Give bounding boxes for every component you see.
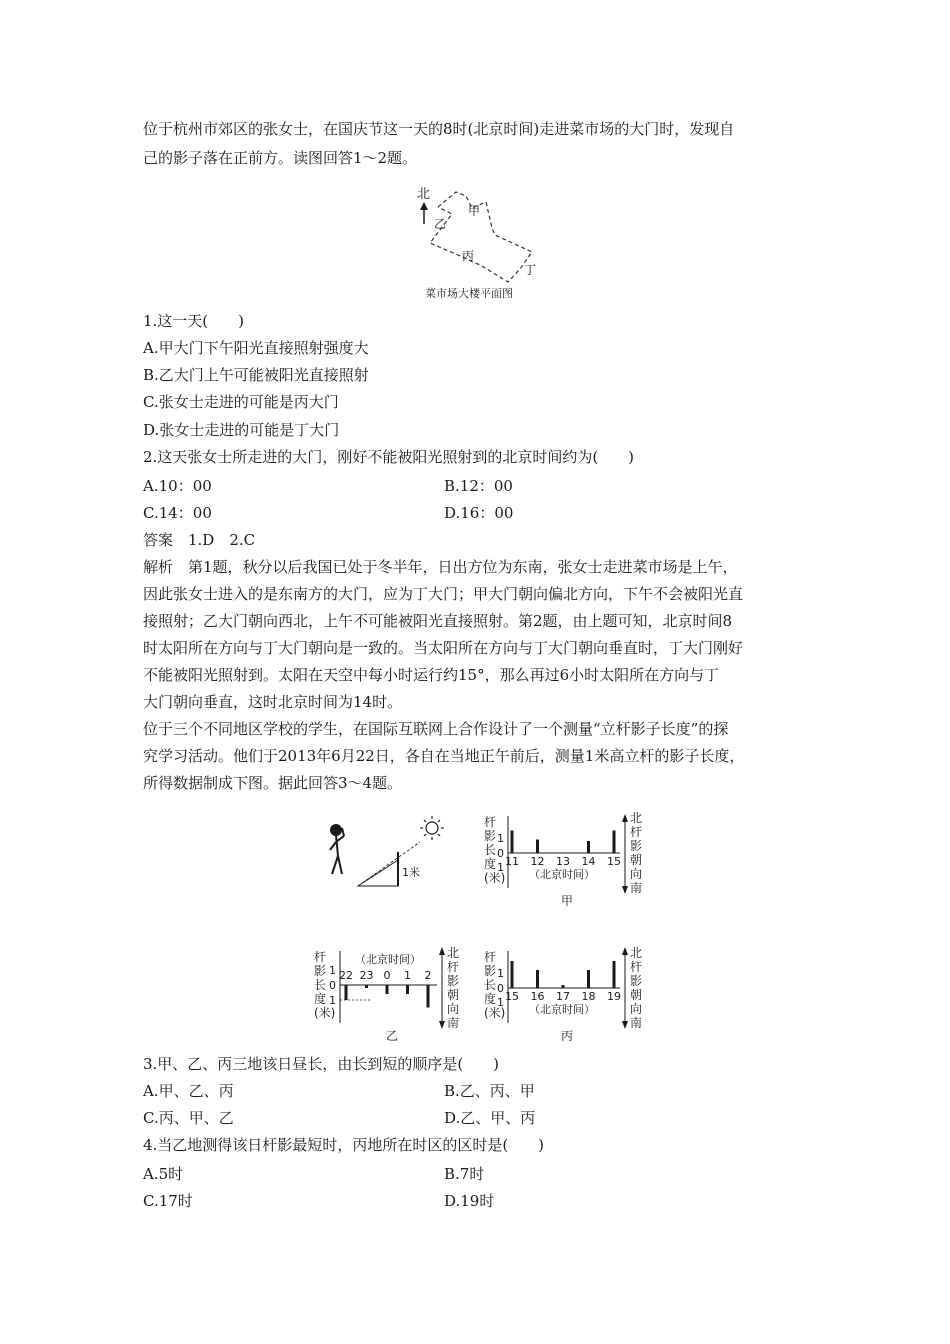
bing-y-label-char: (米)	[484, 1006, 506, 1020]
intro-line-2: 己的影子落在正前方。读图回答1～2题。	[143, 149, 418, 167]
north-arrowhead-icon	[420, 202, 428, 210]
q2-stem: 2.这天张女士所走进的大门，刚好不能被阳光照射到的北京时间约为( )	[143, 448, 635, 466]
jia-tick-1: 1	[497, 832, 504, 845]
bing-direction-char: 向	[630, 1002, 643, 1016]
sun-icon	[420, 816, 444, 840]
q4-option-a: A.5时	[143, 1165, 184, 1183]
jia-direction-char: 向	[630, 867, 643, 881]
bing-y-label-char: 杆	[484, 950, 497, 964]
analysis-line-6: 大门朝向垂直，这时北京时间为14时。	[143, 693, 403, 711]
chart-jia	[480, 808, 655, 913]
jia-tick-neg1: 1	[497, 861, 504, 874]
q1-stem: 1.这一天( )	[143, 312, 245, 330]
q4-stem: 4.当乙地测得该日杆影最短时，丙地所在时区的区时是( )	[143, 1136, 545, 1154]
bing-time-label: 19	[607, 990, 621, 1003]
bing-direction-char: 南	[630, 1016, 643, 1030]
yi-direction-char: 杆	[447, 960, 460, 974]
jia-time-label: 11	[505, 855, 519, 868]
jia-y-label-char: 影	[484, 829, 497, 843]
q2-option-b: B.12：00	[444, 477, 513, 495]
yi-y-label-char: 长	[314, 978, 327, 992]
intro2-line-1: 位于三个不同地区学校的学生，在国际互联网上合作设计了一个测量“立杆影子长度”的探	[143, 720, 729, 738]
pole-height-label: 1米	[402, 866, 420, 879]
bing-time-label: 17	[556, 990, 570, 1003]
bing-time-label: 15	[505, 990, 519, 1003]
yi-tick-0: 0	[329, 979, 336, 992]
bing-up-arrow-icon	[622, 947, 628, 955]
floor-plan-caption: 菜市场大楼平面图	[425, 287, 513, 300]
bing-direction-char: 北	[630, 946, 643, 960]
analysis-line-5: 不能被阳光照射到。太阳在天空中每小时运行约15°，那么再过6小时太阳所在方向与丁	[143, 666, 720, 684]
yi-time-label: 2	[424, 969, 432, 982]
q1-option-c: C.张女士走进的可能是丙大门	[143, 393, 339, 411]
jia-time-label: 14	[581, 855, 596, 868]
q3-option-a: A.甲、乙、丙	[143, 1082, 234, 1100]
jia-bar	[613, 831, 616, 854]
jia-x-title: （北京时间）	[529, 868, 595, 881]
yi-chart-name: 乙	[385, 1029, 399, 1043]
q3-option-b: B.乙、丙、甲	[444, 1082, 535, 1100]
bing-direction-char: 杆	[630, 960, 643, 974]
bing-down-arrow-icon	[622, 1021, 628, 1029]
intro2-line-2: 究学习活动。他们于2013年6月22日，各自在当地正午前后，测量1米高立杆的影子长度，	[143, 747, 745, 765]
jia-tick-0: 0	[497, 847, 504, 860]
bing-time-label: 16	[530, 990, 545, 1003]
q4-option-d: D.19时	[444, 1192, 495, 1210]
yi-time-label: 0	[383, 969, 391, 982]
q3-option-d: D.乙、甲、丙	[444, 1109, 536, 1127]
bing-time-label: 18	[581, 990, 596, 1003]
yi-time-label: 1	[404, 969, 411, 982]
bing-tick-0: 0	[497, 982, 504, 995]
jia-time-label: 15	[607, 855, 621, 868]
bing-tick-neg1: 1	[497, 996, 504, 1009]
yi-tick-neg1: 1	[329, 994, 336, 1007]
jia-bar	[587, 841, 590, 853]
jia-direction-char: 南	[630, 881, 643, 895]
jia-y-label-char: 度	[484, 857, 497, 871]
yi-x-title: （北京时间）	[355, 953, 421, 966]
jia-direction-char: 朝	[630, 853, 643, 867]
q1-option-b: B.乙大门上午可能被阳光直接照射	[143, 366, 369, 384]
bing-bar	[511, 961, 514, 988]
jia-y-label-char: 杆	[484, 815, 497, 829]
q4-option-b: B.7时	[444, 1165, 485, 1183]
q3-option-c: C.丙、甲、乙	[143, 1109, 234, 1127]
yi-bar	[365, 985, 368, 988]
bing-chart-name: 丙	[560, 1029, 574, 1043]
bing-y-label-char: 长	[484, 978, 497, 992]
jia-right-label	[630, 811, 642, 895]
q2-option-d: D.16：00	[444, 504, 514, 522]
intro2-line-3: 所得数据制成下图。据此回答3～4题。	[143, 774, 403, 792]
q1-option-d: D.张女士走进的可能是丁大门	[143, 421, 340, 439]
yi-bar	[386, 985, 389, 994]
building-outline	[430, 192, 532, 282]
jia-direction-char: 北	[630, 811, 643, 825]
bing-direction-char: 影	[630, 974, 643, 988]
yi-tick-1: 1	[329, 964, 336, 977]
yi-time-label: 23	[359, 969, 374, 982]
q4-option-c: C.17时	[143, 1192, 193, 1210]
north-label: 北	[417, 187, 431, 202]
analysis-line-4: 时太阳所在方向与丁大门朝向是一致的。当太阳所在方向与丁大门朝向垂直时，丁大门刚好	[143, 639, 744, 657]
yi-direction-char: 影	[447, 974, 460, 988]
yi-up-arrow-icon	[439, 947, 445, 955]
answer-line: 答案 1.D 2.C	[143, 531, 256, 549]
bing-right-label	[630, 946, 642, 1030]
bing-x-title: （北京时间）	[529, 1003, 595, 1016]
yi-y-label-char: 影	[314, 964, 327, 978]
yi-direction-char: 向	[447, 1002, 460, 1016]
yi-right-label	[447, 946, 459, 1030]
yi-direction-char: 朝	[447, 988, 460, 1002]
q2-option-a: A.10：00	[143, 477, 212, 495]
analysis-line-3: 接照射；乙大门朝向西北，上午不可能被阳光直接照射。第2题，由上题可知，北京时间8	[143, 612, 733, 630]
bing-direction-char: 朝	[630, 988, 643, 1002]
jia-bar	[536, 840, 539, 854]
bing-bar	[536, 970, 539, 988]
yi-y-label-char: (米)	[314, 1006, 336, 1020]
bing-tick-1: 1	[497, 967, 504, 980]
intro-line-1: 位于杭州市郊区的张女士，在国庆节这一天的8时(北京时间)走进菜市场的大门时，发现自	[143, 120, 735, 138]
bing-y-label-char: 度	[484, 992, 497, 1006]
gate-jia-label: 甲	[468, 204, 481, 218]
jia-chart-name: 甲	[560, 894, 574, 908]
jia-up-arrow-icon	[622, 814, 628, 822]
bing-bar	[562, 985, 565, 988]
jia-y-label-char: 长	[484, 843, 497, 857]
jia-time-label: 13	[556, 855, 570, 868]
jia-direction-char: 杆	[630, 825, 643, 839]
yi-bar	[406, 985, 409, 994]
analysis-line-2: 因此张女士进入的是东南方的大门，应为丁大门；甲大门朝向偏北方向，下午不会被阳光直	[143, 585, 744, 603]
yi-y-label-char: 杆	[314, 950, 327, 964]
yi-direction-char: 北	[447, 946, 460, 960]
q3-stem: 3.甲、乙、丙三地该日昼长，由长到短的顺序是( )	[143, 1055, 500, 1073]
yi-direction-char: 南	[447, 1016, 460, 1030]
yi-time-label: 22	[339, 969, 353, 982]
sun-ray	[358, 842, 420, 886]
market-floor-plan	[400, 180, 560, 305]
jia-direction-char: 影	[630, 839, 643, 853]
gate-ding-label: 丁	[524, 263, 537, 277]
yi-bar	[427, 985, 430, 1008]
pole-shadow-illustration	[322, 812, 462, 892]
q1-option-a: A.甲大门下午阳光直接照射强度大	[143, 339, 369, 357]
chart-yi	[302, 943, 477, 1048]
gate-bing-label: 丙	[462, 249, 475, 263]
jia-down-arrow-icon	[622, 886, 628, 894]
q2-option-c: C.14：00	[143, 504, 212, 522]
yi-bar	[345, 985, 348, 1000]
chart-bing	[480, 943, 655, 1048]
person-icon	[330, 825, 344, 874]
analysis-line-1: 解析 第1题，秋分以后我国已处于冬半年，日出方位为东南，张女士走进菜市场是上午，	[143, 558, 738, 576]
jia-bar	[511, 831, 514, 854]
bing-bar	[613, 961, 616, 988]
yi-down-arrow-icon	[439, 1021, 445, 1029]
yi-y-label-char: 度	[314, 992, 327, 1006]
jia-time-label: 12	[530, 855, 545, 868]
bing-y-label-char: 影	[484, 964, 497, 978]
gate-yi-label: 乙	[434, 217, 447, 231]
bing-bar	[587, 970, 590, 988]
jia-y-label-char: (米)	[484, 871, 506, 885]
